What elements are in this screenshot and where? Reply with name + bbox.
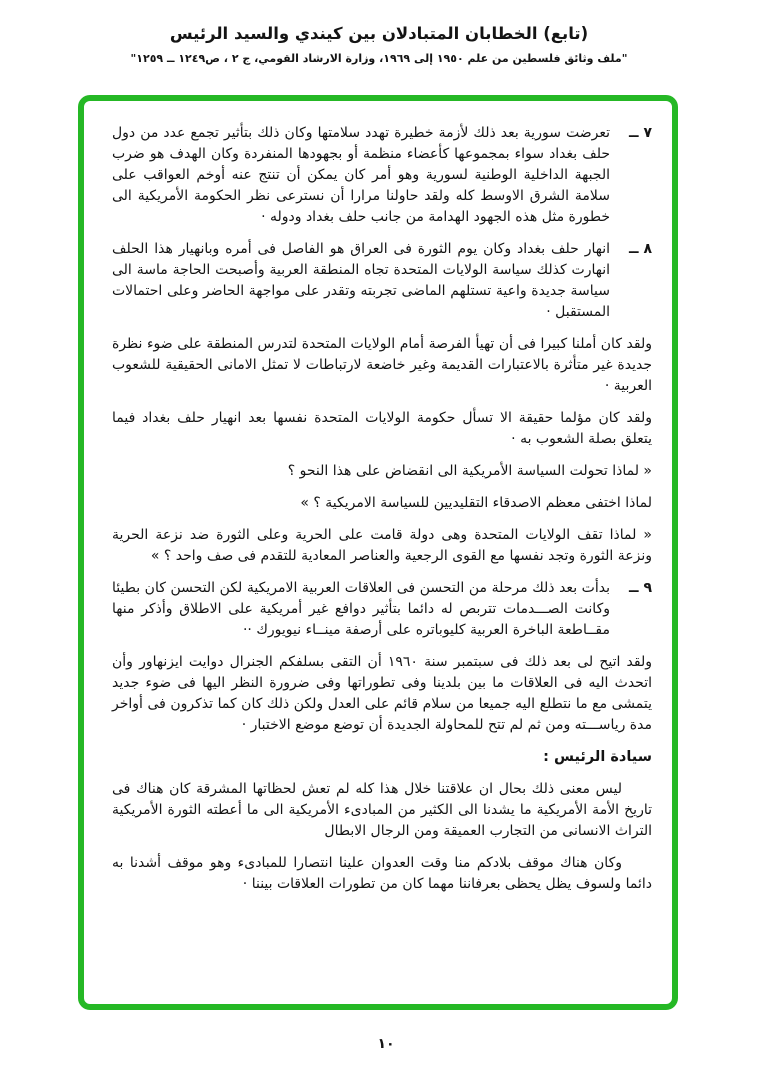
item-7-text: تعرضت سورية بعد ذلك لأزمة خطيرة تهدد سلامتها وكان ذلك بتأثير تجمع عدد من دول حلف بغداد سواء بمجموعها كأعضاء منظمة أو بجهودها المنفردة وكان الهدف هو ضرب الجبهة الداخلية الوطنية لسورية وهو أمر كان يمكن أن تنتج عنه أوخم العواقب على سلامة الشرق الاوسط كله ولقد حاولنا مرارا أن نسترعى نظر الحكومة الأمريكية الى خطورة مثل هذه الجهود الهدامة من جانب حلف بغداد ودوله ·	[112, 125, 610, 225]
letter-body	[84, 101, 672, 1004]
document-source-citation: "ملف وثائق فلسطين من علم ١٩٥٠ إلى ١٩٦٩، وزارة الارشاد القومي، ج ٢ ، ص١٢٤٩ ــ ١٢٥٩"	[130, 52, 628, 65]
item-9-number: ٩ ــ	[629, 580, 652, 596]
paragraph-item-7	[112, 123, 652, 228]
paragraph-item-8	[112, 239, 652, 323]
section-heading-mr-president: سيادة الرئيس :	[543, 749, 652, 765]
item-9-text: بدأت بعد ذلك مرحلة من التحسن فى العلاقات العربية الامريكية لكن التحسن كان بطيئا وكانت الصـــدمات تتربص له دائما بتأثير دوافع غير أمريكية على الاطلاق وأذكر منها مقــاطعة الباخرة العربية كليوباتره على أرصفة مينــاء نيويورك ··	[112, 580, 610, 638]
paragraph-hope: ولقد كان أملنا كبيرا فى أن تهيأ الفرصة أمام الولايات المتحدة لتدرس المنطقة على ضوء نظرة جديدة غير متأثرة بالاعتبارات القديمة وغير خاضعة لارتباطات لا تمثل الامانى الحقيقية للشعوب العربية ·	[112, 336, 652, 394]
paragraph-bright-moments: ليس معنى ذلك بحال ان علاقتنا خلال هذا كله لم تعش لحظاتها المشرقة كان هناك فى تاريخ الأمة الأمريكية ما يشدنا الى الكثير من المبادىء الأمريكية الى ما أعطته الثورة الأمريكية التراث الانسانى من التجارب العميقة ومن الرجال الابطال	[112, 781, 652, 839]
green-highlight-frame	[78, 95, 678, 1010]
paragraph-us-stance: وكان هناك موقف بلادكم منا وقت العدوان علينا انتصارا للمبادىء وهو موقف أشدنا به دائما ولسوف يظل يحظى بعرفاننا مهما كان من تطورات العلاقات بيننا ·	[112, 855, 652, 892]
page-number: ١٠	[377, 1036, 395, 1052]
quote-line-2: لماذا اختفى معظم الاصدقاء التقليديين للسياسة الامريكية ؟ »	[300, 495, 652, 511]
document-title: (تابع) الخطابان المتبادلان بين كيندي والسيد الرئيس	[169, 24, 589, 43]
paragraph-item-9	[112, 578, 652, 641]
item-8-number: ٨ ــ	[629, 241, 652, 257]
paragraph-painful-question: ولقد كان مؤلما حقيقة الا تسأل حكومة الولايات المتحدة نفسها بعد انهيار حلف بغداد فيما يتعلق بصلة الشعوب به ·	[112, 410, 652, 447]
paragraph-eisenhower: ولقد اتيح لى بعد ذلك فى سبتمبر سنة ١٩٦٠ أن التقى بسلفكم الجنرال دوايت ايزنهاور وأن اتحدث اليه فى العلاقات ما بين بلدينا وفى تطوراتها وفى ضرورة النظر اليها فى ضوء جديد يتمشى مع ما نتطلع اليه جميعا من سلام قائم على العدل ولكن ذلك كان كما تذكرون فى أواخر مدة رياســـته ومن ثم لم تتح للمحاولة الجديدة أن توضع موضع الاختبار ·	[112, 654, 652, 733]
quote-block: « لماذا تقف الولايات المتحدة وهى دولة قامت على الحرية وعلى الثورة ضد نزعة الحرية ونزعة الثورة وتجد نفسها مع القوى الرجعية والعناصر المعادية للتقدم فى صف واحد ؟ »	[112, 527, 652, 564]
item-8-text: انهار حلف بغداد وكان يوم الثورة فى العراق هو الفاصل فى أمره وبانهيار هذا الحلف انهارت كذلك سياسة الولايات المتحدة تجاه المنطقة العربية وأصبحت الحاجة ماسة الى سياسة جديدة واعية تستلهم الماضى تجربته وتقدر على مواجهة الحاضر وعلى احتمالات المستقبل ·	[112, 241, 610, 320]
page-header	[0, 24, 758, 65]
item-7-number: ٧ ــ	[629, 125, 652, 141]
quote-line-1: « لماذا تحولت السياسة الأمريكية الى انقضاض على هذا النحو ؟	[287, 463, 652, 479]
